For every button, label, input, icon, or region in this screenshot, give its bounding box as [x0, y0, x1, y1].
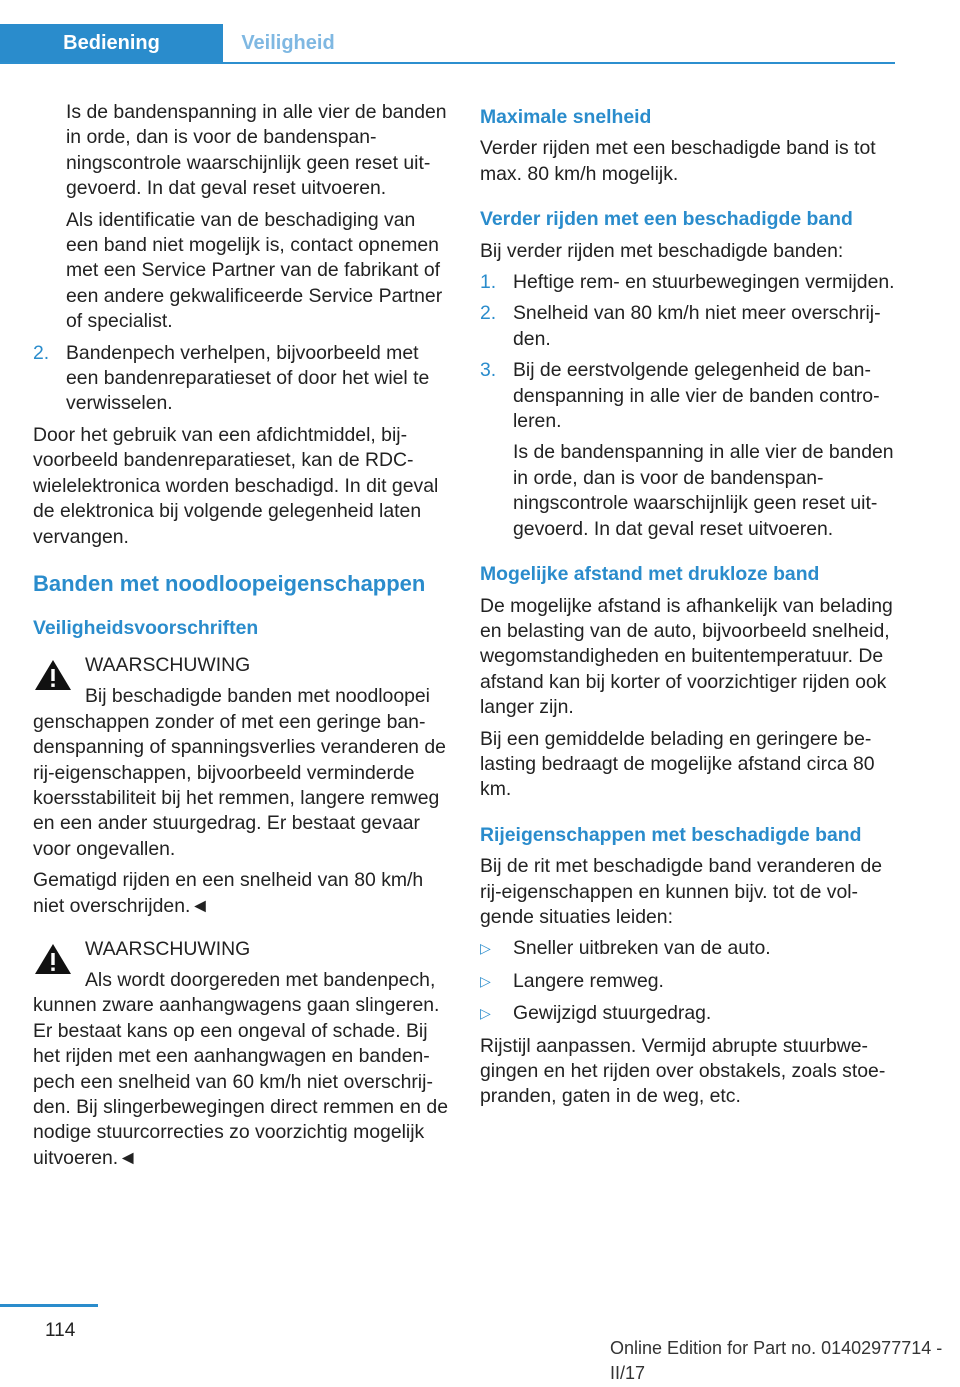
heading-max-speed: Maximale snelheid: [480, 106, 652, 128]
paragraph-driving-properties: Bij de rit met beschadigde band veranderen de rij-eigenschappen en kunnen bijv. tot de volgende situaties leiden:: [480, 855, 883, 928]
list-number: 2.: [480, 302, 497, 325]
list-item-3: [480, 358, 898, 434]
paragraph-distance-2: Bij een gemiddelde belading en geringere belasting bedraagt de mogelijke afstand circa 80 km.: [480, 727, 875, 801]
heading-driving-properties: Rijeigenschappen met beschadigde band: [480, 823, 862, 846]
list-item-text: Bandenpech verhelpen, bijvoorbeeld met een bandenreparatieset of door het wiel te verwisselen.: [66, 341, 430, 415]
paragraph-sealant: Door het gebruik van een afdichtmiddel, bijvoorbeeld bandenreparatieset, kan de RDC-wielelektronica worden beschadigd. In dit geval de elektronica bij volgende gelegenheid laten vervangen.: [33, 423, 439, 548]
bullet-item: [480, 969, 898, 994]
warning-block-1: [33, 653, 449, 919]
warning-title: WAARSCHUWING: [85, 654, 251, 677]
list-number: 3.: [480, 359, 497, 382]
heading-continue-driving: Verder rijden met een beschadigde band: [480, 208, 853, 231]
heading-distance: Mogelijke afstand met drukloze band: [480, 563, 820, 586]
tab-bediening[interactable]: Bediening: [0, 24, 223, 62]
paragraph-reset-info: Is de bandenspanning in alle vier de banden in orde, dan is voor de bandenspanningscontrole waarschijnlijk geen reset uitgevoerd. In dat geval reset uitvoeren.: [66, 101, 447, 200]
bullet-text: Langere remweg.: [513, 969, 664, 992]
warning-triangle-icon: [33, 941, 73, 977]
warning-advice: Gematigd rijden en een snelheid van 80 km/h niet overschrijden.◄: [33, 869, 424, 917]
bullet-item: [480, 1001, 898, 1026]
left-column: [33, 100, 449, 1177]
bullet-text: Sneller uitbreken van de auto.: [513, 937, 771, 960]
warning-lead: Bij beschadigde banden met noodloopei: [85, 685, 430, 708]
list-number: 1.: [480, 271, 497, 294]
paragraph-final: Rijstijl aanpassen. Vermijd abrupte stuurbwegingen en het rijden over obstakels, zoals stoepranden, gaten in de weg, etc.: [480, 1034, 886, 1108]
section-heading: Banden met noodloopeigenschappen: [33, 570, 426, 596]
list-item-1: [480, 270, 898, 295]
list-item-2: [480, 301, 898, 352]
bullet-triangle-icon: ▷: [480, 972, 491, 989]
list-item-text: Heftige rem- en stuurbewegingen vermijden.: [513, 271, 895, 294]
warning-block-2: [33, 937, 449, 1171]
list-item-2: [33, 341, 449, 417]
paragraph-distance-1: De mogelijke afstand is afhankelijk van belading en belasting van de auto, bijvoorbeeld snelheid, wegomstandigheden en buitentemperatuur. De afstand kan bij korter of voorzichtiger rijden ook langer zijn.: [480, 594, 893, 719]
warning-title: WAARSCHUWING: [85, 937, 251, 960]
bullet-triangle-icon: ▷: [480, 940, 491, 957]
chapter-tabs: [0, 24, 895, 64]
warning-triangle-icon: [33, 657, 73, 693]
right-column: [480, 100, 898, 1116]
paragraph-max-speed: Verder rijden met een beschadigde band is tot max. 80 km/h mogelijk.: [480, 137, 876, 185]
list-item-text: Snelheid van 80 km/h niet meer overschrijden.: [513, 302, 881, 350]
edition-note: Online Edition for Part no. 01402977714 - II/17: [610, 1338, 943, 1384]
footer-rule: [0, 1304, 98, 1307]
list-number: 2.: [33, 341, 50, 364]
tab-veiligheid[interactable]: Veiligheid: [241, 32, 335, 54]
paragraph-continue-driving: Bij verder rijden met beschadigde banden:: [480, 239, 844, 262]
bullet-triangle-icon: ▷: [480, 1005, 491, 1022]
list-item-text: Bij de eerstvolgende gelegenheid de bandenspanning in alle vier de banden controleren.: [513, 359, 880, 433]
bullet-text: Gewijzigd stuurgedrag.: [513, 1002, 712, 1025]
bullet-item: [480, 936, 898, 961]
paragraph-reset-info: Is de bandenspanning in alle vier de banden in orde, dan is voor de bandenspanningscontrole waarschijnlijk geen reset uitgevoerd. In dat geval reset uitvoeren.: [513, 441, 894, 540]
paragraph-contact-service: Als identificatie van de beschadiging van een band niet mogelijk is, contact opnemen met een Service Partner van de fabrikant of een andere gekwalificeerde Service Partner of specialist.: [66, 208, 443, 333]
subsection-heading: Veiligheidsvoorschriften: [33, 616, 259, 639]
warning-text: kunnen zware aanhangwagens gaan slingeren. Er bestaat kans op een ongeval of schade. Bij het rijden met een aanhangwagen en bandenpech een snelheid van 60 km/h niet overschrijden. Bij slingerbewegingen direct remmen en de nodige stuurcorrecties zo voorzichtig mogelijk uitvoeren.◄: [33, 994, 448, 1169]
warning-lead: Als wordt doorgereden met bandenpech,: [85, 968, 436, 991]
warning-text: genschappen zonder of met een geringe bandenspanning of spanningsverlies veranderen de rij-eigenschappen, bijvoorbeeld verminderde koersstabiliteit bij het remmen, langere remweg en een ander stuurgedrag. Er bestaat gevaar voor ongevallen.: [33, 710, 446, 860]
page-number: 114: [45, 1320, 76, 1341]
